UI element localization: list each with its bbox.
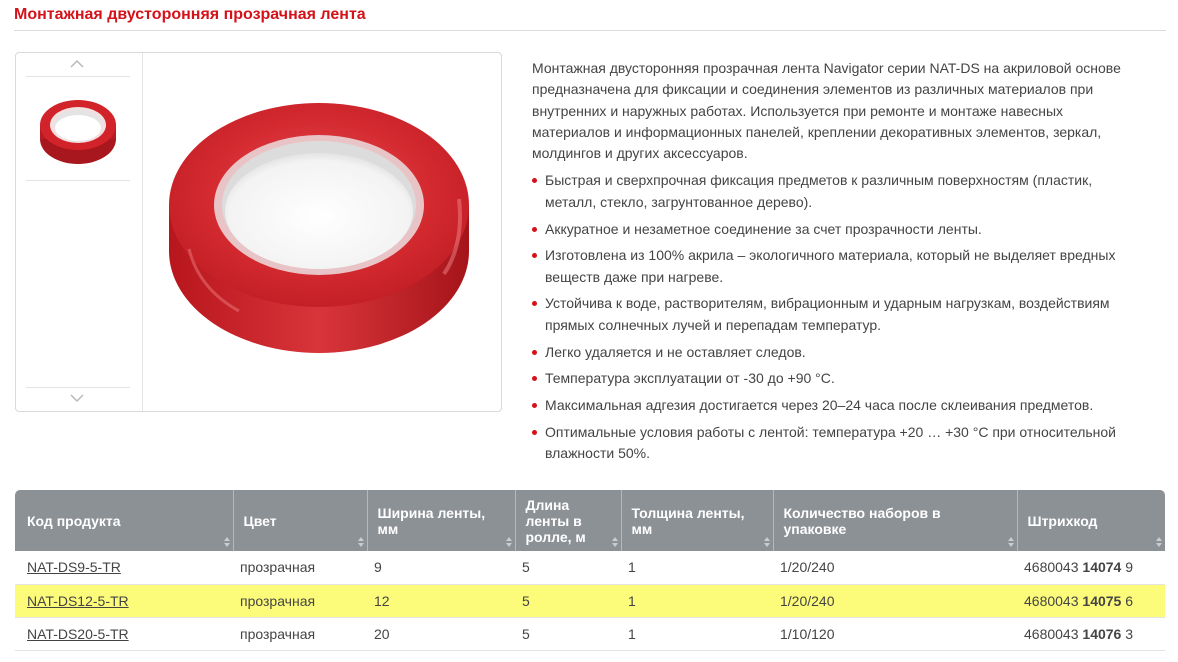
cell-code [15,551,233,584]
feature-item: Температура эксплуатации от -30 до +90 °С. [532,368,1142,389]
cell-color: прозрачная [233,617,367,650]
cell-thickness: 1 [621,584,773,617]
cell-color: прозрачная [233,551,367,584]
cell-length: 5 [515,584,621,617]
product-code-link[interactable]: NAT-DS9-5-TR [27,559,121,576]
thumbnail-column [16,53,143,411]
barcode-prefix: 4680043 [1024,592,1083,609]
chevron-down-icon[interactable] [70,391,84,405]
cell-width: 12 [367,584,515,617]
sort-icon[interactable] [506,537,512,547]
title-divider [14,30,1166,31]
column-label: Толщина ленты, мм [631,504,745,537]
table-row[interactable] [15,551,1165,584]
description-intro: Монтажная двусторонняя прозрачная лента Navigator серии NAT-DS на акриловой основе предназначена для фиксации и соединения элементов из различных материалов при внутренних и наружных работах. Используется при ремонте и монтаже навесных материалов и информационных панелей, креплении декоративных элементов, зеркал, молдингов и других аксессуаров. [532,60,1121,162]
sort-icon[interactable] [764,537,770,547]
thumbnail-tape-roll[interactable] [36,93,120,167]
column-label: Длина ленты в ролле, м [525,496,586,545]
column-label: Количество наборов в упаковке [783,504,941,537]
thumbnail-divider [26,387,130,388]
feature-item: Максимальная адгезия достигается через 20–24 часа после склеивания предметов. [532,395,1142,416]
column-label: Код продукта [27,512,121,529]
feature-item: Изготовлена из 100% акрила – экологичного материала, который не выделяет вредных веществ даже при нагреве. [532,245,1142,288]
sort-icon[interactable] [224,537,230,547]
cell-barcode [1017,551,1165,584]
cell-length: 5 [515,617,621,650]
page-title: Монтажная двусторонняя прозрачная лента [14,6,366,23]
table-row[interactable] [15,617,1165,650]
cell-pack: 1/20/240 [773,551,1017,584]
product-description [532,58,1142,470]
barcode-prefix: 4680043 [1024,625,1083,642]
thumbnail-divider [26,76,130,77]
cell-barcode [1017,617,1165,650]
column-header-length[interactable] [515,490,621,551]
barcode-main: 14076 [1082,625,1122,642]
column-header-barcode[interactable] [1017,490,1165,551]
column-header-width[interactable] [367,490,515,551]
cell-pack: 1/20/240 [773,584,1017,617]
cell-width: 9 [367,551,515,584]
feature-item: Быстрая и сверхпрочная фиксация предметов к различным поверхностям (пластик, металл, стекло, загрунтованное дерево). [532,170,1142,213]
barcode-main: 14074 [1082,559,1122,576]
cell-length: 5 [515,551,621,584]
product-code-link[interactable]: NAT-DS12-5-TR [27,592,129,609]
feature-item: Оптимальные условия работы с лентой: температура +20 … +30 °С при относительной влажности 50%. [532,422,1142,465]
cell-code [15,584,233,617]
cell-thickness: 1 [621,617,773,650]
cell-thickness: 1 [621,551,773,584]
cell-width: 20 [367,617,515,650]
column-label: Ширина ленты, мм [377,504,486,537]
barcode-main: 14075 [1082,592,1122,609]
column-label: Штрихкод [1027,512,1098,529]
sort-icon[interactable] [1156,537,1162,547]
barcode-suffix: 6 [1121,592,1134,609]
chevron-up-icon[interactable] [70,57,84,71]
column-header-color[interactable] [233,490,367,551]
product-code-link[interactable]: NAT-DS20-5-TR [27,625,129,642]
feature-item: Устойчива к воде, растворителям, вибрационным и ударным нагрузкам, воздействиям прямых солнечных лучей и перепадам температур. [532,293,1142,336]
cell-barcode [1017,584,1165,617]
table-header-row [15,490,1165,551]
product-image-tape-roll [159,79,479,389]
cell-code [15,617,233,650]
cell-color: прозрачная [233,584,367,617]
barcode-suffix: 3 [1121,625,1134,642]
sort-icon[interactable] [358,537,364,547]
feature-list [532,170,1142,464]
product-table [15,490,1165,651]
column-header-code[interactable] [15,490,233,551]
barcode-prefix: 4680043 [1024,559,1083,576]
sort-icon[interactable] [612,537,618,547]
feature-item: Легко удаляется и не оставляет следов. [532,342,1142,363]
column-label: Цвет [243,512,277,529]
feature-item: Аккуратное и незаметное соединение за счет прозрачности ленты. [532,219,1142,240]
sort-icon[interactable] [1008,537,1014,547]
barcode-suffix: 9 [1121,559,1134,576]
product-gallery [15,52,502,412]
cell-pack: 1/10/120 [773,617,1017,650]
thumbnail-divider [26,180,130,181]
column-header-pack[interactable] [773,490,1017,551]
table-row[interactable] [15,584,1165,617]
column-header-thickness[interactable] [621,490,773,551]
